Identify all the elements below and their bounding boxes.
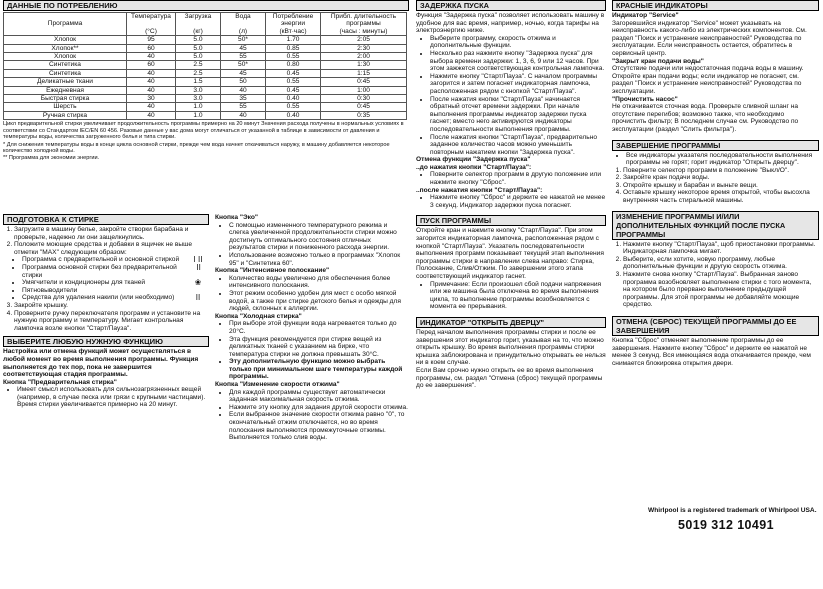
- compartment-icon: ❀: [194, 278, 202, 288]
- value-cell: 3.0: [176, 86, 221, 94]
- start-text: Откройте кран и нажмите кнопку "Старт/Пауза". При этом загорится индикаторная лампочка, расположенная рядом с кнопкой "Старт/Пауза". Указатель последовательности выполнения программ показывает текущий этап выполнения программы стирки в направлении слева направо: Стирка, Полоскание, Слив/Отжим. По завершении этого этапа соответствующий индикатор гаснет.: [416, 227, 604, 280]
- detergent-label: • Средства для удаления накипи (или необходимо): [22, 294, 175, 302]
- program-cell: Синтетика: [4, 69, 127, 77]
- list-item: 1. Поверните селектор программ в положение "Выкл/O".: [623, 167, 819, 175]
- list-item: • Количество воды увеличено для обеспечения более интенсивного полоскания.: [229, 275, 409, 290]
- value-cell: 1.0: [176, 111, 221, 119]
- choose-title: ВЫБЕРИТЕ ЛЮБУЮ НУЖНУЮ ФУНКЦИЮ: [3, 336, 209, 347]
- compartment-icon: II: [196, 262, 201, 272]
- detergent-item: [22, 294, 209, 302]
- change-steps: [612, 241, 819, 309]
- consumption-note: Цикл предварительной стирки увеличивает продолжительность программы примерно на 20 минут Значения расхода получены в нормальных условиях в соответствии со Стандартом IEC/EN 60 456. Разовые данные у вас дома могут отличаться от указанной в таблице в зависимости от давления и температуры воды, количества загруженного белья и типа стирки.: [3, 121, 404, 141]
- list-item: • Нажмите кнопку "Старт/Пауза". С началом программы загорится и затем погаснет индикаторная лампочка, расположенная рядом с кнопкой "Старт/Пауза".: [430, 73, 606, 96]
- list-item: • Несколько раз нажмите кнопку "Задержка пуска" для выбора времени задержки: 1, 3, 6, 9 или 12 часов. При этом зажжется соответствующая контрольная лампочка.: [430, 50, 606, 73]
- list-item: 2. Закройте кран подачи воды.: [623, 174, 819, 182]
- list-item: 3. Откройте крышку и барабан и выньте вещи.: [623, 182, 819, 190]
- prewash-title: Кнопка "Предварительная стирка": [3, 378, 117, 386]
- value-cell: 55: [221, 53, 266, 61]
- middle-column: [416, 0, 606, 390]
- table-row: [4, 44, 407, 52]
- eco-title: Кнопка "Эко": [215, 214, 259, 221]
- value-cell: 40: [127, 53, 176, 61]
- column-header: Загрузка (кг): [176, 13, 221, 36]
- delay-before-list: [416, 171, 606, 186]
- consumption-title: ДАННЫЕ ПО ПОТРЕБЛЕНИЮ: [3, 0, 409, 11]
- table-body: [4, 36, 407, 120]
- value-cell: 50: [221, 78, 266, 86]
- value-cell: 50*: [221, 36, 266, 44]
- list-item: 3. Закройте крышку.: [14, 302, 209, 310]
- delay-list: [416, 35, 606, 157]
- table-row: [4, 95, 407, 103]
- list-item: • Нажмите эту кнопку для задания другой скорости отжима.: [229, 404, 409, 412]
- value-cell: 1:15: [321, 69, 407, 77]
- prep-steps: [3, 226, 209, 332]
- tap-title: "Закрыт кран подачи воды": [612, 57, 704, 65]
- value-cell: 5.0: [176, 53, 221, 61]
- right-column: [612, 0, 819, 367]
- list-item: • Эта функция рекомендуется при стирке вещей из деликатных тканей с указанием на бирке, что температура стирки не должна превышать 30°C.: [229, 336, 409, 359]
- delay-after-list: [416, 194, 606, 209]
- choose-intro: Настройка или отмена функций может осуществляться в любой момент во время выполнения программы. Функция выполняется до тех пор, пока не завершится соответствующая стадия программы.: [3, 348, 199, 379]
- pump-text: Не откачивается сточная вода. Проверьте сливной шланг на отсутствие перегибов; возможно также, что необходимо прочистить фильтр; В последнем случае см. Руководство по эксплуатации (раздел "Слить фильтра").: [612, 103, 799, 133]
- delay-before-title: ..до нажатия кнопки "Старт/Пауза":: [416, 163, 532, 171]
- consumption-table: [3, 12, 407, 120]
- end-steps: [612, 167, 819, 205]
- cold-list: [215, 320, 409, 381]
- list-item: 4. Оставьте крышку некоторое время открытой, чтобы высохла внутренняя часть стиральной машины.: [623, 189, 819, 204]
- column-header: Потребление энергии (кВт·час): [266, 13, 321, 36]
- value-cell: 0.55: [266, 78, 321, 86]
- eco-section: [215, 214, 409, 442]
- value-cell: 0:45: [321, 103, 407, 111]
- reset-title: ОТМЕНА (СБРОС) ТЕКУЩЕЙ ПРОГРАММЫ ДО ЕЕ ЗАВЕРШЕНИЯ: [612, 316, 819, 336]
- table-row: [4, 61, 407, 69]
- eco-list: [215, 222, 409, 268]
- program-cell: Ежедневная: [4, 86, 127, 94]
- value-cell: 3.0: [176, 95, 221, 103]
- value-cell: 45: [221, 69, 266, 77]
- compartment-icon: II: [195, 293, 201, 303]
- column-header: Температура (°C): [127, 13, 176, 36]
- detergent-list: [14, 256, 209, 302]
- value-cell: 0:30: [321, 95, 407, 103]
- intensive-title: Кнопка "Интенсивное полоскание": [215, 267, 330, 275]
- consumption-note: * Для снижения температуры воды в конце цикла основной стирки, прежде чем вода начнет откачиваться наружу, в машину добавляется некоторое количество холодной воды.: [3, 141, 390, 154]
- list-item: • Имеет смысл использовать для сильнозагрязненных вещей (например, в случае песка или грязи с крупными частицами). Время стирки увеличивается примерно на 20 минут.: [17, 386, 209, 409]
- delay-intro: Функция "Задержка пуска" позволяет использовать машину в удобное для вас время, например, ночью, когда тарифы на электроэнергию ниже.: [416, 12, 605, 35]
- value-cell: 2.5: [176, 69, 221, 77]
- value-cell: 40: [127, 69, 176, 77]
- value-cell: 0.55: [266, 53, 321, 61]
- list-item: • При выборе этой функции вода нагревается только до 20°C.: [229, 320, 409, 335]
- trademark-note: Whirlpool is a registered trademark of Whirlpool USA.: [648, 507, 817, 514]
- value-cell: 95: [127, 36, 176, 44]
- end-title: ЗАВЕРШЕНИЕ ПРОГРАММЫ: [612, 140, 819, 151]
- value-cell: 1.5: [176, 78, 221, 86]
- consumption-note: ** Программа для экономии энергии.: [3, 155, 100, 162]
- reset-text: Кнопка "Сброс" отменяет выполнение программы до ее завершения. Нажмите кнопку "Сброс" и держите ее нажатой не менее 3 секунд. Вся имеющаяся вода откачивается прежде, чем снимается блокировка открытия двери.: [612, 337, 811, 367]
- door-title: ИНДИКАТОР "ОТКРЫТЬ ДВЕРЦУ": [416, 317, 606, 328]
- list-item: • С помощью измененного температурного режима и слегка увеличенной продолжительности стирки можно достигнуть оптимального состояния отличных результатов стирки и пониженного расхода энергии.: [229, 222, 409, 252]
- detergent-label: • Умягчители и кондиционеры для тканей: [22, 279, 146, 287]
- value-cell: 1.70: [266, 36, 321, 44]
- program-cell: Деликатные ткани: [4, 78, 127, 86]
- value-cell: 40: [127, 86, 176, 94]
- door-text: Если Вам срочно нужно открыть ее во время выполнения программы, см. раздел "Отмена (сброс) текущей программы до ее завершения".: [416, 366, 603, 390]
- cold-title: Кнопка "Холодная стирка": [215, 312, 302, 320]
- list-item: 2. Положите моющие средства и добавки в ящичек не выше отметки "MAX" следующим образом: • Программа с предварительной и основной стиркой I II • Программа основной стирки без предварительной стирки II • Умягчители и кондиционеры для тканей ❀ • Пятновыводители • Средства для удаления накипи (или необходимо) II: [14, 241, 209, 302]
- tap-text: Отсутствие подачи или недостаточная подача воды в машину. Откройте кран подачи воды; если индикатор не погаснет, см. раздел "Поиск и устранение неисправностей" Руководства по эксплуатации.: [612, 65, 804, 95]
- delay-cancel-title: Отмена функции "Задержка пуска": [416, 156, 531, 164]
- left-column: [3, 0, 409, 162]
- list-item: 2. Выберите, если хотите, новую программу, любые дополнительные функции и другую скорость отжима.: [623, 256, 819, 271]
- value-cell: 60: [127, 44, 176, 52]
- prewash-list: [3, 386, 209, 409]
- value-cell: 50*: [221, 61, 266, 69]
- program-cell: Хлопок: [4, 53, 127, 61]
- list-item: • После нажатия кнопки "Старт/Пауза" начинается обратный отсчет времени задержки. При начале выполнения программы индикатор задержки пуска гаснет; вместо него активируются индикаторы последовательности выполнения программы.: [430, 96, 606, 134]
- list-item: • Этот режим особенно удобен для мест с особо мягкой водой, а также при стирке детского белья и одежды для людей, склонных к аллергии.: [229, 290, 409, 313]
- value-cell: 2:00: [321, 53, 407, 61]
- table-row: [4, 86, 407, 94]
- list-item: 1. Нажмите кнопку "Старт/Пауза", щоб приостановки программы. Индикаторная лампочка мигает.: [623, 241, 819, 256]
- detergent-label: • Пятновыводители: [22, 286, 78, 294]
- list-item: 1. Загрузите в машину белье, закройте створки барабана и проверьте, надежно ли они защелкнулись.: [14, 226, 209, 241]
- value-cell: 35: [221, 95, 266, 103]
- value-cell: 0.85: [266, 44, 321, 52]
- value-cell: 0.40: [266, 95, 321, 103]
- list-item: • Эту дополнительную функцию можно выбрать только при минимальном шаге температуры каждой программы.: [229, 358, 409, 381]
- detergent-item: [22, 264, 209, 279]
- table-row: [4, 78, 407, 86]
- program-cell: Хлопок: [4, 36, 127, 44]
- value-cell: 0:45: [321, 78, 407, 86]
- table-row: [4, 36, 407, 44]
- value-cell: 1:00: [321, 86, 407, 94]
- list-item: • Выберите программу, скорость отжима и дополнительные функции.: [430, 35, 606, 50]
- value-cell: 0.40: [266, 111, 321, 119]
- column-header: Вода (л): [221, 13, 266, 36]
- list-item: • Для каждой программы существует автоматически заданная максимальная скорость отжима.: [229, 389, 409, 404]
- delay-after-title: ..после нажатия кнопки "Старт/Пауза":: [416, 186, 543, 194]
- program-cell: Быстрая стирка: [4, 95, 127, 103]
- prep-section: [3, 214, 209, 409]
- delay-title: ЗАДЕРЖКА ПУСКА: [416, 0, 606, 11]
- door-text: Перед началом выполнения программы стирки и после ее завершения этот индикатор горит, указывая на то, что можно открыть крышку. Во время выполнения программы стирки крышка заблокирована и принудительно открывать ее нельзя ни в коем случае.: [416, 328, 606, 367]
- table-header-row: [4, 13, 407, 36]
- value-cell: 40: [127, 111, 176, 119]
- detergent-label: • Программа с предварительной и основной стиркой: [22, 256, 180, 264]
- detergent-item: [22, 279, 209, 287]
- service-text: Загоревшийся индикатор "Service" может указывать на неисправность какого-либо из электрических компонентов. См. раздел "Поиск и устранение неисправностей" Руководства по эксплуатации. Если неисправность остается, обратитесь в сервисный центр.: [612, 19, 807, 57]
- value-cell: 2:30: [321, 44, 407, 52]
- pump-title: "Прочистить насос": [612, 95, 678, 103]
- list-item: • Использование возможно только в программах "Хлопок 95" и "Синтетика 60".: [229, 252, 409, 267]
- value-cell: 2.5: [176, 61, 221, 69]
- column-header: Программа: [4, 13, 127, 36]
- service-title: Индикатор "Service": [612, 12, 679, 19]
- value-cell: 1.0: [176, 103, 221, 111]
- end-bullet-list: [612, 152, 819, 167]
- spin-title: Кнопка "Изменение скорости отжима": [215, 381, 340, 389]
- table-row: [4, 111, 407, 119]
- value-cell: 55: [221, 103, 266, 111]
- start-title: ПУСК ПРОГРАММЫ: [416, 215, 606, 226]
- value-cell: 60: [127, 61, 176, 69]
- value-cell: 0.80: [266, 61, 321, 69]
- prep-title: ПОДГОТОВКА К СТИРКЕ: [3, 214, 209, 225]
- compartment-icon: I II: [193, 255, 203, 265]
- detergent-item: [22, 256, 209, 264]
- list-item: 4. Проверните ручку переключателя программ и установите на нужную программу и температуру. Мигает контрольная лампочка возле кнопки "Старт/Пауза".: [14, 310, 209, 333]
- document-code: 5019 312 10491: [678, 518, 774, 532]
- list-item: • Если выбранное значение скорости отжима равно "0", то окончательный отжим отключается, но во время полоскания выполняются промежуточные отжимы. Выполняется только слив воды.: [229, 411, 409, 441]
- value-cell: 0:35: [321, 111, 407, 119]
- column-header: Прибл. длительность программы (часы : минуты): [321, 13, 407, 36]
- table-row: [4, 69, 407, 77]
- list-item: • Все индикаторы указателя последовательности выполнения программы не горят; горит индикатор "Открыть дверцу".: [626, 152, 819, 167]
- value-cell: 0.45: [266, 86, 321, 94]
- value-cell: 40: [221, 111, 266, 119]
- value-cell: 40: [127, 103, 176, 111]
- value-cell: 0.55: [266, 103, 321, 111]
- start-note-list: [416, 281, 606, 311]
- value-cell: 0.45: [266, 69, 321, 77]
- program-cell: Ручная стирка: [4, 111, 127, 119]
- program-cell: Синтетика: [4, 61, 127, 69]
- value-cell: 5.0: [176, 44, 221, 52]
- change-title: ИЗМЕНЕНИЕ ПРОГРАММЫ И/ИЛИ ДОПОЛНИТЕЛЬНЫХ ФУНКЦИЙ ПОСЛЕ ПУСКА ПРОГРАММЫ: [612, 211, 819, 240]
- table-row: [4, 103, 407, 111]
- value-cell: 30: [127, 95, 176, 103]
- spin-list: [215, 389, 409, 442]
- list-item: • Нажмите кнопку "Сброс" и держите ее нажатой не менее 3 секунд. Индикатор задержки пуска погаснет.: [430, 194, 606, 209]
- intensive-list: [215, 275, 409, 313]
- list-item: • Примечание: Если произошел сбой подачи напряжения или же машина была отключена во время выполнения цикла, то выполнение программы возобновляется с момента ее прерывания.: [430, 281, 606, 311]
- value-cell: 2:05: [321, 36, 407, 44]
- value-cell: 40: [127, 78, 176, 86]
- program-cell: Шерсть: [4, 103, 127, 111]
- value-cell: 1:30: [321, 61, 407, 69]
- value-cell: 45: [221, 44, 266, 52]
- value-cell: 5.0: [176, 36, 221, 44]
- table-row: [4, 53, 407, 61]
- list-item: • Поверните селектор программ в другую положение или нажмите кнопку "Сброс".: [430, 171, 606, 186]
- list-item: 3. Нажмите снова кнопку "Старт/Пауза". Выбранная заново программа возобновляет выполнение стирки с того момента, на котором было прервано выполнение предыдущей программы. Для этой программы не добавляйте моющие средство.: [623, 271, 819, 309]
- detergent-label: • Программа основной стирки без предварительной стирки: [22, 263, 177, 279]
- list-item: • После нажатия кнопки "Старт/Пауза", предварительно заданное количество часов можно уменьшить повторным нажатием кнопки "Задержка пуска".: [430, 134, 606, 157]
- value-cell: 40: [221, 86, 266, 94]
- program-cell: Хлопок**: [4, 44, 127, 52]
- red-title: КРАСНЫЕ ИНДИКАТОРЫ: [612, 0, 819, 11]
